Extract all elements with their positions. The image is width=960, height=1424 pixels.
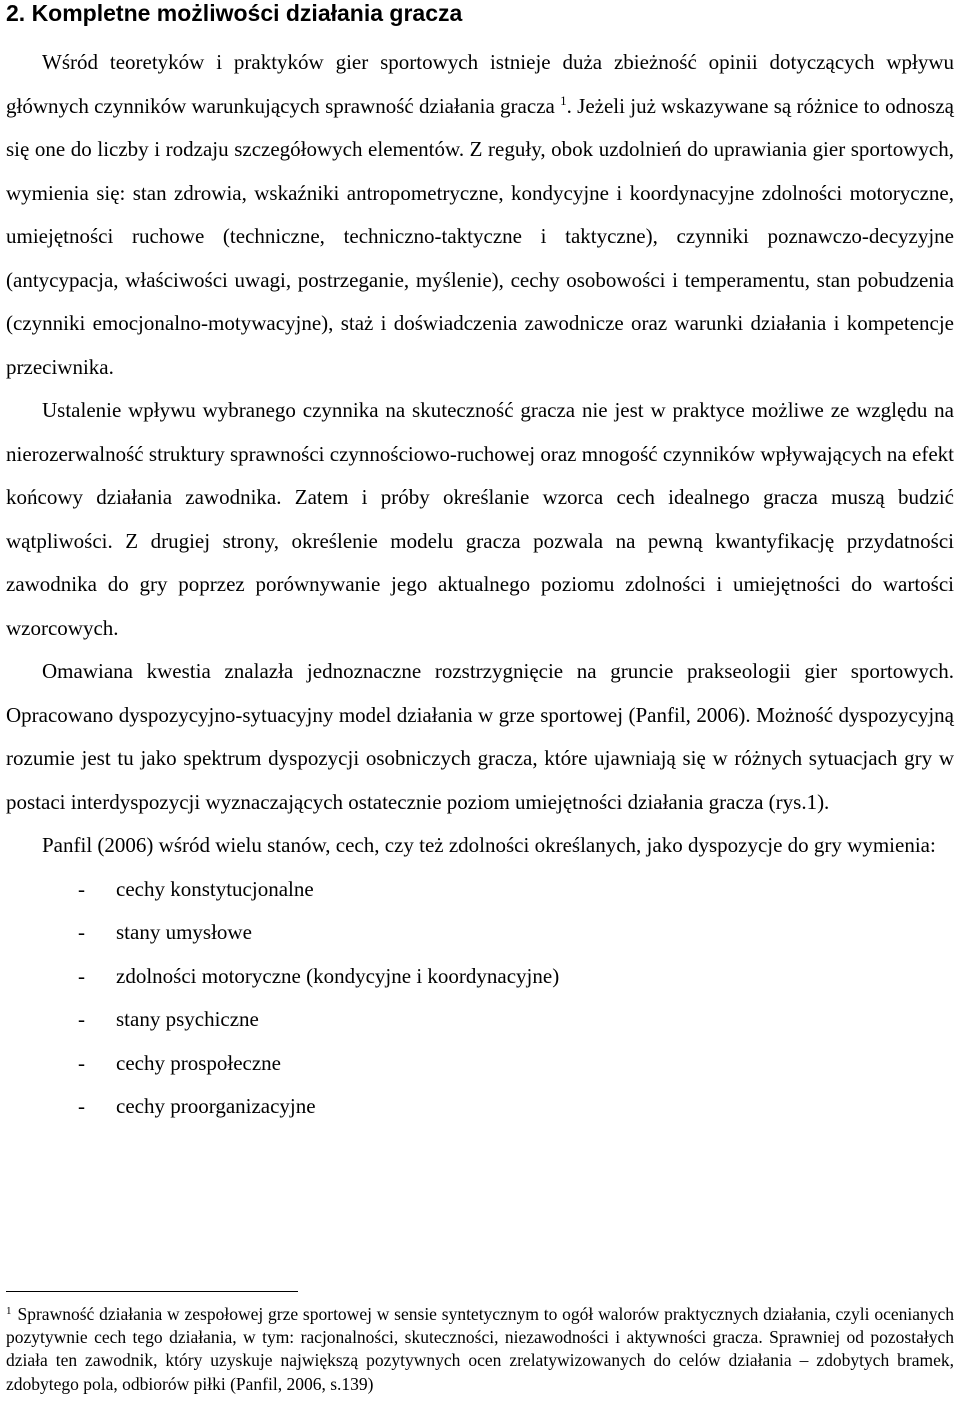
list-item-text: cechy prospołeczne: [116, 1050, 281, 1075]
paragraph-1: [6, 41, 954, 389]
list-dash: -: [78, 1007, 85, 1031]
list-dash: -: [78, 1050, 85, 1075]
list-item: [6, 868, 954, 912]
footnote-marker: 1: [6, 1305, 12, 1317]
paragraph-1-text-a: Wśród teoretyków i praktyków gier sportowych istnieje duża zbieżność opinii dotyczących wpływu głównych czynników warunkujących sprawność działania gracza: [6, 50, 954, 118]
list-item-text: stany psychiczne: [116, 1007, 259, 1031]
footnote: [6, 1303, 954, 1396]
list-item-text: cechy konstytucjonalne: [116, 876, 314, 901]
section-heading: 2. Kompletne możliwości działania gracza: [6, 0, 463, 26]
list-dash: -: [78, 876, 85, 901]
dispositions-list: [6, 868, 954, 1129]
paragraph-2: Ustalenie wpływu wybranego czynnika na skuteczność gracza nie jest w praktyce możliwe ze względu na nierozerwalność struktury sprawności czynnościowo-ruchowej oraz mnogość czynników wpływających na efekt końcowy działania zawodnika. Zatem i próby określanie wzorca cech idealnego gracza muszą budzić wątpliwości. Z drugiej strony, określenie modelu gracza pozwala na pewną kwantyfikację przydatności zawodnika do gry poprzez porównywanie jego aktualnego poziomu zdolności i umiejętności do wartości wzorcowych.: [6, 398, 954, 640]
paragraph-1-text-b: . Jeżeli już wskazywane są różnice to odnoszą się one do liczby i rodzaju szczegółowych elementów. Z reguły, obok uzdolnień do uprawiania gier sportowych, wymienia się: stan zdrowia, wskaźniki antropometryczne, kondycyjne i koordynacyjne zdolności motoryczne, umiejętności ruchowe (techniczne, techniczno-taktyczne i taktyczne), czynniki poznawczo-decyzyjne (antycypacja, właściwości uwagi, postrzeganie, myślenie), cechy osobowości i temperamentu, stan pobudzenia (czynniki emocjonalno-motywacyjne), staż i doświadczenia zawodnicze oraz warunki działania i kompetencje przeciwnika.: [6, 93, 954, 379]
footnote-text: Sprawność działania w zespołowej grze sportowej w sensie syntetycznym to ogół walorów praktycznych działania, czyli ocenianych pozytywnie cech tego działania, w tym: racjonalności, skuteczności, niezawodności i aktywności gracza. Sprawniej od pozostałych działa ten zawodnik, który uzyskuje największą pozytywnych ocen zrelatywizowanych do celów działania – zdobytych bramek, zdobytego pola, odbiorów piłki (Panfil, 2006, s.139): [6, 1304, 954, 1394]
footnote-separator: [6, 1291, 298, 1292]
paragraph-4: Panfil (2006) wśród wielu stanów, cech, czy też zdolności określanych, jako dyspozycje do gry wymienia:: [42, 833, 936, 857]
list-item-text: cechy proorganizacyjne: [116, 1094, 316, 1118]
list-item-text: stany umysłowe: [116, 920, 252, 944]
list-dash: -: [78, 920, 85, 944]
list-dash: -: [78, 1094, 85, 1118]
document-body: [6, 41, 954, 1129]
footnote-reference[interactable]: 1: [560, 92, 567, 108]
list-item: [6, 955, 954, 999]
list-dash: -: [78, 963, 85, 988]
list-item: [6, 998, 954, 1042]
list-item: [6, 911, 954, 955]
list-item: [6, 1085, 954, 1129]
list-item: [6, 1042, 954, 1086]
paragraph-3: Omawiana kwestia znalazła jednoznaczne rozstrzygnięcie na gruncie prakseologii gier sportowych. Opracowano dyspozycyjno-sytuacyjny model działania w grze sportowej (Panfil, 2006). Możność dyspozycyjną rozumie jest tu jako spektrum dyspozycji osobniczych gracza, które ujawniają się w różnych sytuacjach gry w postaci interdyspozycji wyznaczających ostatecznie poziom umiejętności działania gracza (rys.1).: [6, 659, 954, 814]
list-item-text: zdolności motoryczne (kondycyjne i koordynacyjne): [116, 963, 560, 988]
